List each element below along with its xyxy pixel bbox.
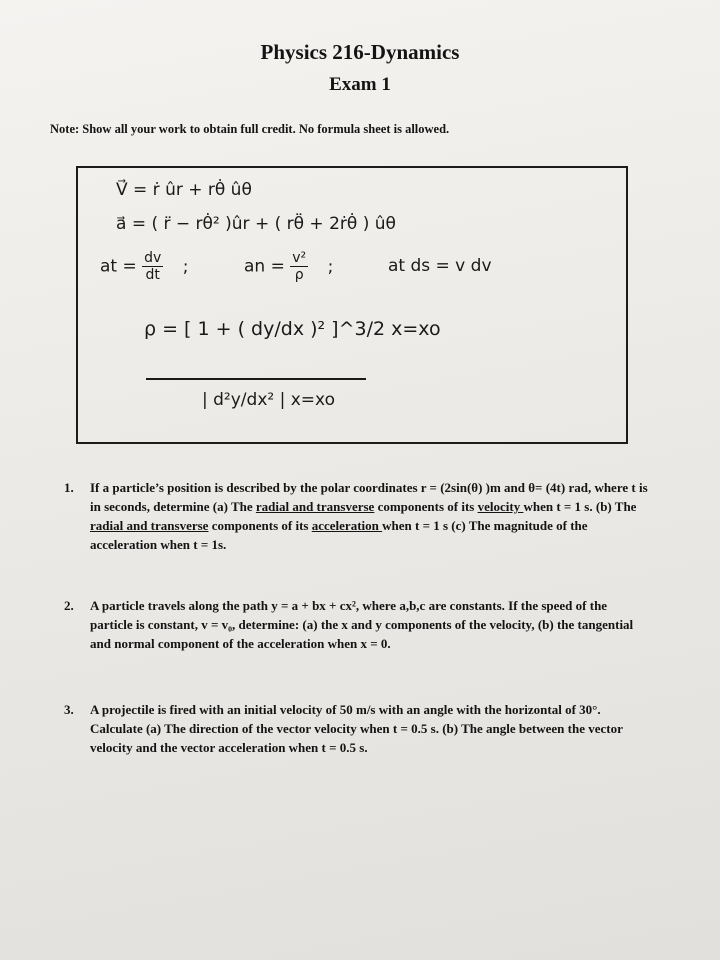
dt-denominator: dt bbox=[145, 267, 160, 283]
question-text: A particle travels along the path y = a + bx + cx², where a,b,c are constants. If the speed of the particle is constant, v = v₀, determine: (a) the x and y components of the velocity, (b) the tangential and normal component of the acceleration when x = 0. bbox=[90, 598, 634, 651]
tangential-accel-formula bbox=[100, 250, 188, 283]
at-ds-formula: at ds = v dv bbox=[388, 256, 492, 276]
velocity-formula: V⃗ = ṙ ûr + rθ̇ ûθ bbox=[116, 180, 252, 200]
handwritten-formula-box bbox=[76, 166, 628, 444]
question-number: 3. bbox=[64, 702, 74, 717]
radius-curvature-denominator: | d²y/dx² | x=xo bbox=[202, 390, 335, 410]
instructions-note: Note: Show all your work to obtain full credit. No formula sheet is allowed. bbox=[50, 122, 450, 136]
exam-subtitle: Exam 1 bbox=[329, 74, 391, 95]
at-lhs: at = bbox=[100, 256, 137, 277]
radius-curvature-numerator: ρ = [ 1 + ( dy/dx )² ]^3/2 x=xo bbox=[144, 318, 441, 340]
an-lhs: an = bbox=[244, 256, 285, 277]
v2-numerator: v² bbox=[292, 250, 307, 266]
acceleration-formula: a⃗ = ( r̈ − rθ̇² )ûr + ( rθ̈ + 2ṙθ̇ ) ûθ bbox=[116, 214, 396, 234]
dv-dt-fraction bbox=[142, 250, 163, 283]
rho-denominator: ρ bbox=[294, 267, 304, 283]
page-title: Physics 216-Dynamics bbox=[260, 40, 460, 64]
separator: ; bbox=[182, 256, 189, 277]
fraction-bar bbox=[146, 378, 366, 380]
normal-accel-formula bbox=[244, 250, 333, 283]
separator: ; bbox=[327, 256, 334, 277]
question-text: If a particle’s position is described by the polar coordinates r = (2sin(θ) )m and θ= (4t) rad, where t is in seconds, determine (a) The radial and transverse components of its velocity when t = 1 s. (b) The radial and transverse components of its acceleration when t = 1 s (c) The magnitude of the acceleration when t = 1s. bbox=[90, 480, 648, 552]
dv-numerator: dv bbox=[144, 250, 162, 266]
question-number: 1. bbox=[64, 480, 74, 495]
question-text: A projectile is fired with an initial velocity of 50 m/s with an angle with the horizontal of 30°. Calculate (a) The direction of the vector velocity when t = 0.5 s. (b) The angle between the vector velocity and the vector acceleration when t = 0.5 s. bbox=[90, 702, 623, 755]
v2-rho-fraction bbox=[290, 250, 308, 283]
question-number: 2. bbox=[64, 598, 74, 613]
